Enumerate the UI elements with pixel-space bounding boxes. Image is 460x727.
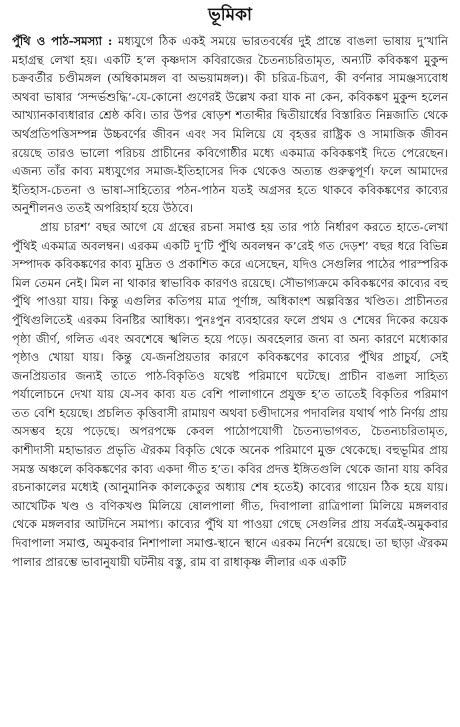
section-heading: পুঁথি ও পাঠ-সমস্যা :	[12, 34, 113, 48]
paragraph-1-text: মধ্যযুগে ঠিক একই সময়ে ভারতবর্ষের দুই প্রান্তে বাঙলা ভাষায় দু’খানি মহাগ্রন্থ লেখা হয়। একটি হ’ল কৃষ্ণদাস কবিরাজের চৈতন্যচরিতামৃত, অন্যটি কবিকঙ্কণ মুকুন্দ চক্রবর্তীর চণ্ডীমঙ্গল (অম্বিকামঙ্গল বা অভয়ামঙ্গল)। কী চরিত্র-চিত্রণ, কী বর্ণনার সামঞ্জস্যবোধ অথবা ভাষার ‘সন্দর্ভশুদ্ধি’-যে-কোনো গুণেরই উল্লেখ করা যাক না কেন, কবিকঙ্কণ মুকুন্দ হলেন আখ্যানকাব্যধারার শ্রেষ্ঠ কবি। তার উপর ষোড়শ শতাব্দীর দ্বিতীয়ার্ধের বিস্তারিত নিম্নজাতি থেকে অর্থপ্রতিপত্তিসম্পন্ন উচ্চবর্ণের জীবন এবং সব মিলিয়ে যে বৃহত্তর রাষ্ট্রিক ও সামাজিক জীবন রয়েছে তারও ভালো পরিচয় প্রাচীনের কবিগোষ্ঠীর মধ্যে একমাত্র কবিকঙ্কণই দিতে পেরেছেন। এজন্য তাঁর কাব্য মধ্যযুগের সমাজ-ইতিহাসের দিক থেকেও অত্যন্ত গুরুত্বপূর্ণ। ফলে আমাদের ইতিহাস-চেতনা ও ভাষা-সাহিত্যের পঠন-পাঠন যতই অগ্রসর হতে থাকবে কবিকঙ্কণের কাব্যের অনুশীলনও ততই অপরিহার্য হয়ে উঠবে।	[12, 34, 448, 216]
paragraph-1	[12, 32, 448, 218]
page-title: ভূমিকা	[208, 5, 252, 25]
paragraph-2-text: প্রায় চারশ’ বছর আগে যে গ্রন্থের রচনা সমাপ্ত হয় তার পাঠ নির্ধারণ করতে হাতে-লেখা পুঁথিই একমাত্র অবলম্বন। এরকম একটি দু’টি পুঁথি অবলম্বন ক’রেই গত দেড়শ’ বছর ধরে বিভিন্ন সম্পাদক কবিকঙ্কণের কাব্য মুদ্রিত ও প্রকাশিত করে এসেছেন, যদিও সেগুলির পাঠের পারস্পরিক মিল তেমন নেই। মিল না থাকার স্বাভাবিক কারণও রয়েছে। সৌভাগ্যক্রমে কবিকঙ্কণের কাব্যের বহু পুঁথি পাওয়া যায়। কিন্তু এগুলির কতিপয় মাত্র পূর্ণাঙ্গ, অধিকাংশ অল্পবিস্তর খণ্ডিত। প্রাচীনতর পুঁথিগুলিতেই এরকম বিনষ্টির আধিক্য। পুনঃপুন ব্যবহারের ফলে প্রথম ও শেষের দিকের কয়েক পৃষ্ঠা জীর্ণ, গলিত এবং অবশেষে স্খলিত হয়ে পড়ে। অবহেলার জন্য বা অন্য কারণে মধ্যেকার পৃষ্ঠাও খোয়া যায়। কিন্তু যে-জনপ্রিয়তার কারণে কবিকঙ্কণের কাব্যের পুঁথির প্রাচুর্য, সেই জনপ্রিয়তার জন্যই তাতে পাঠ-বিকৃতিও যথেষ্ট পরিমাণে ঘটেছে। প্রাচীন বাঙলা সাহিত্য পর্যালোচনে দেখা যায় যে-সব কাব্য যত বেশি পালাগানে প্রযুক্ত হ’ত তাতেই বিকৃতির পরিমাণ তত বেশি হয়েছে। প্রচলিত কৃত্তিবাসী রামায়ণ অথবা চণ্ডীদাসের পদাবলির যথার্থ পাঠ নির্ণয় প্রায় অসম্ভব হয়ে পড়েছে। অপরপক্ষে কেবল পাঠোপযোগী চৈতন্যভাগবত, চৈতন্যচরিতামৃত, কাশীদাসী মহাভারত প্রভৃতি ঐরকম বিকৃতি থেকে অনেক পরিমাণে মুক্ত থেকেছে। বহুভূমির প্রায় সমস্ত অঞ্চলে কবিকঙ্কণের কাব্য একদা গীত হ’ত। কবির প্রদত্ত ইঙ্গিতগুলি থেকে জানা যায় কবির রচনাকালের মধ্যেই (আনুমানিক কালকেতুর অধ্যায় শেষ হতেই) কাব্যের গায়েন ঠিক হয়ে যায়। আখেটিক খণ্ড ও বণিকখণ্ড মিলিয়ে ষোলপালা গীত, দিবাপালা রাত্রিপালা মিলিয়ে মঙ্গলবার থেকে মঙ্গলবার আটদিনে সমাপ্য। কাব্যের পুঁথি যা পাওয়া গেছে সেগুলির প্রায় সর্বত্রই-অমুকবার দিবাপালা সমাপ্ত, অমুকবার নিশাপালা সমাপ্ত-স্থানে স্থানে এরকম নির্দেশ রয়েছে। তা ছাড়া ঐরকম পালার প্রারম্ভে ভাবানুযায়ী ঘটনীয় বস্তু, রাম বা রাধাকৃষ্ণ লীলার এক একটি	[12, 219, 448, 569]
paragraph-2	[12, 218, 448, 571]
